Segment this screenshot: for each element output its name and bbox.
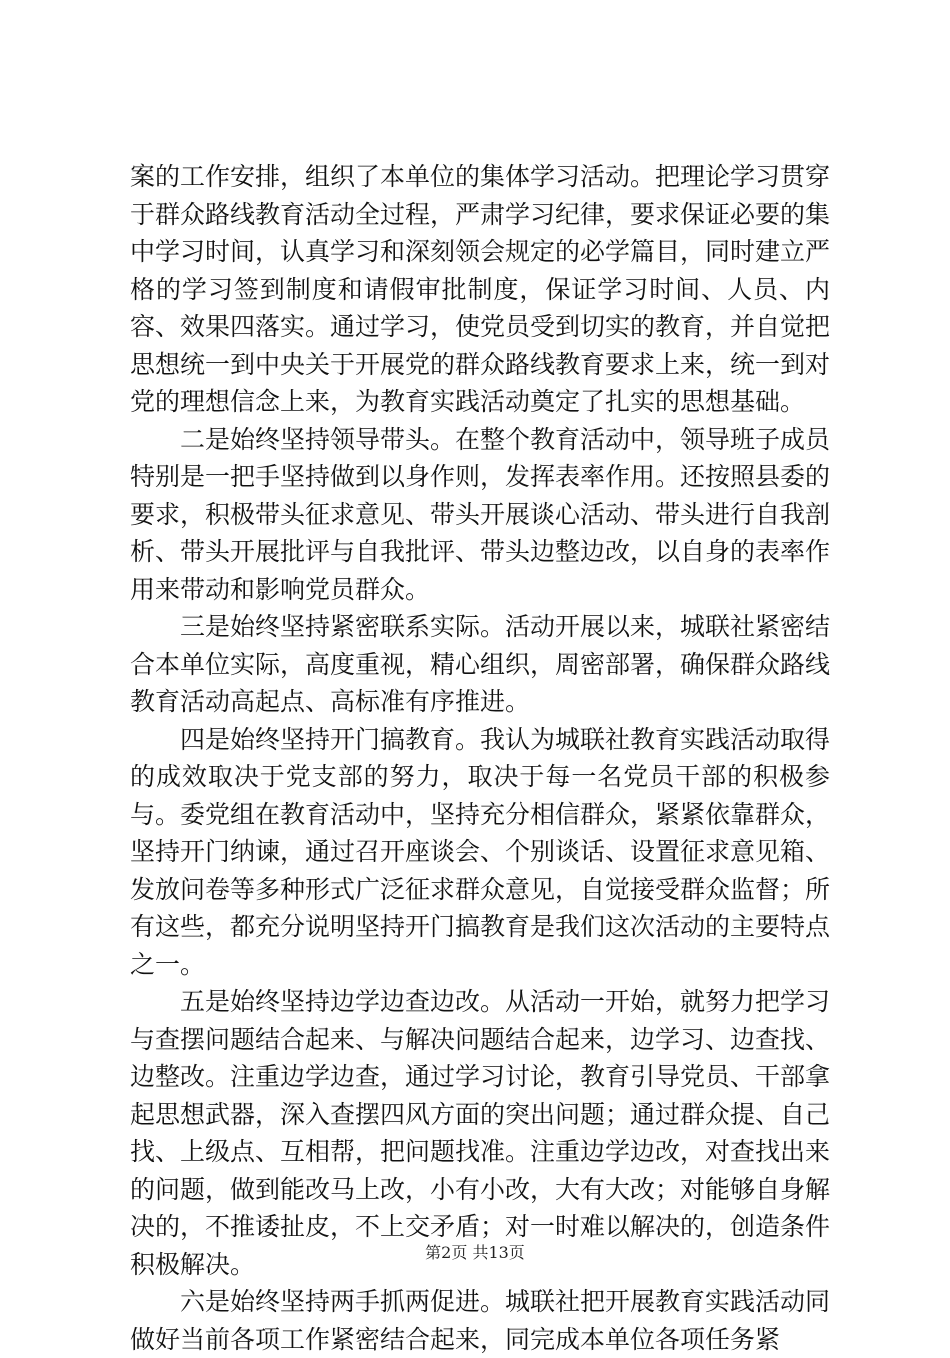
paragraph-open-door: 四是始终坚持开门搞教育。我认为城联社教育实践活动取得的成效取决于党支部的努力，取决于每一名党员干部的积极参与。委党组在教育活动中，坚持充分相信群众，紧紧依靠群众，坚持开门纳谏，通过召开座谈会、个别谈话、设置征求意见箱、发放问卷等多种形式广泛征求群众意见，自觉接受群众监督；所有这些，都充分说明坚持开门搞教育是我们这次活动的主要特点之一。 xyxy=(130,724,831,979)
page-number-footer: 第2页 共13页 xyxy=(425,1243,525,1262)
paragraph-continued: 案的工作安排，组织了本单位的集体学习活动。把理论学习贯穿于群众路线教育活动全过程，严肃学习纪律，要求保证必要的集中学习时间，认真学习和深刻领会规定的必学篇目，同时建立严格的学习签到制度和请假审批制度，保证学习时间、人员、内容、效果四落实。通过学习，使党员受到切实的教育，并自觉把思想统一到中央关于开展党的群众路线教育要求上来，统一到对党的理想信念上来，为教育实践活动奠定了扎实的思想基础。 xyxy=(130,162,831,416)
paragraph-two-hands: 六是始终坚持两手抓两促进。城联社把开展教育实践活动同做好当前各项工作紧密结合起来，同完成本单位各项任务紧 xyxy=(130,1287,831,1354)
paragraph-learn-check-fix: 五是始终坚持边学边查边改。从活动一开始，就努力把学习与查摆问题结合起来、与解决问题结合起来，边学习、边查找、边整改。注重边学边查，通过学习讨论，教育引导党员、干部拿起思想武器，深入查摆四风方面的突出问题；通过群众提、自己找、上级点、互相帮，把问题找准。注重边学边改，对查找出来的问题，做到能改马上改，小有小改，大有大改；对能够自身解决的，不推诿扯皮，不上交矛盾；对一时难以解决的，创造条件积极解决。 xyxy=(130,987,831,1279)
paragraph-leadership: 二是始终坚持领导带头。在整个教育活动中，领导班子成员特别是一把手坚持做到以身作则，发挥表率作用。还按照县委的要求，积极带头征求意见、带头开展谈心活动、带头进行自我剖析、带头开展批评与自我批评、带头边整边改，以自身的表率作用来带动和影响党员群众。 xyxy=(130,424,831,604)
document-body xyxy=(130,158,830,1358)
paragraph-practice: 三是始终坚持紧密联系实际。活动开展以来，城联社紧密结合本单位实际，高度重视，精心组织，周密部署，确保群众路线教育活动高起点、高标准有序推进。 xyxy=(130,612,831,716)
